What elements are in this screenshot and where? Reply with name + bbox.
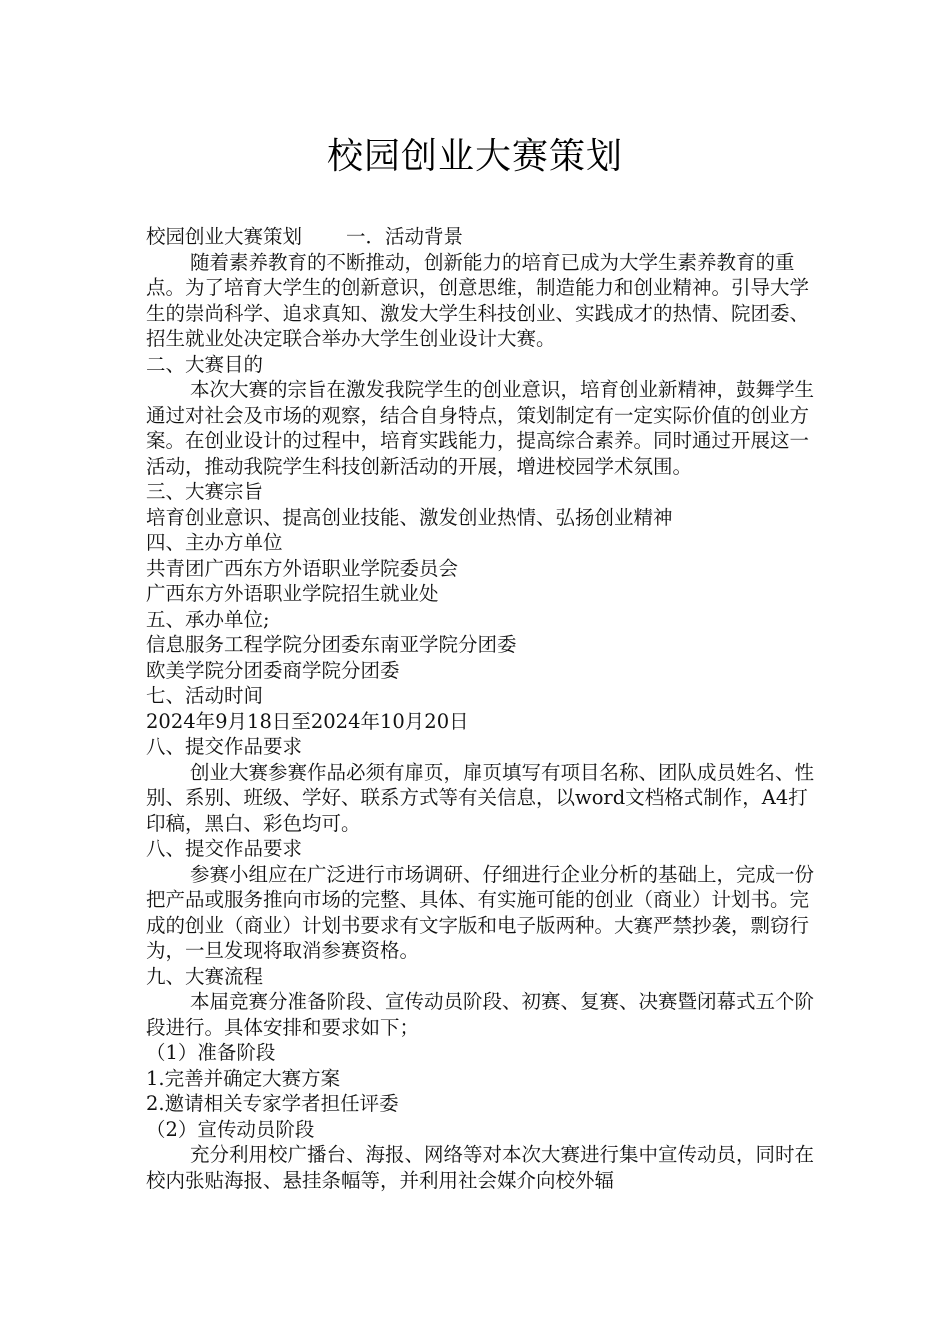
organizer-1: 共青团广西东方外语职业学院委员会 (146, 556, 459, 580)
stage-prep-heading: （1）准备阶段 (146, 1041, 276, 1064)
heading-submission-1: 八、提交作品要求 (146, 735, 303, 758)
intro-line (146, 224, 818, 250)
heading-purpose: 二、大赛目的 (146, 352, 264, 376)
heading-time: 七、活动时间 (146, 684, 264, 707)
stage-prep-item-1: 1.完善并确定大赛方案 (146, 1066, 341, 1090)
paragraph-submission-1: 创业大赛参赛作品必须有扉页，扉页填写有项目名称、团队成员姓名、性别、系别、班级、学好、联系方式等有关信息，以word文档格式制作，A4打印稿，黑白、彩色均可。 (146, 760, 815, 835)
heading-process: 九、大赛流程 (146, 964, 264, 988)
paragraph-background: 随着素养教育的不断推动，创新能力的培育已成为大学生素养教育的重点。为了培育大学生的创新意识，创意思维，制造能力和创业精神。引导大学生的崇尚科学、追求真知、激发大学生科技创业、实践成才的热情、院团委、招生就业处决定联合举办大学生创业设计大赛。 (146, 250, 810, 350)
document-title: 校园创业大赛策划 (326, 136, 623, 177)
organizer-2: 广西东方外语职业学院招生就业处 (146, 582, 439, 605)
heading-background: 一．活动背景 (346, 225, 464, 248)
heading-organizer: 四、主办方单位 (146, 531, 283, 554)
host-2: 欧美学院分团委商学院分团委 (146, 658, 400, 682)
heading-tenet: 三、大赛宗旨 (146, 480, 264, 503)
paragraph-process: 本届竞赛分准备阶段、宣传动员阶段、初赛、复赛、决赛暨闭幕式五个阶段进行。具体安排和要求如下； (146, 990, 815, 1039)
document-body (146, 224, 818, 1193)
paragraph-tenet: 培育创业意识、提高创业技能、激发创业热情、弘扬创业精神 (146, 505, 673, 529)
stage-promo-heading: （2）宣传动员阶段 (146, 1117, 315, 1141)
heading-submission-2: 八、提交作品要求 (146, 837, 303, 860)
heading-host: 五、承办单位; (146, 607, 270, 631)
paragraph-promo: 充分利用校广播台、海报、网络等对本次大赛进行集中宣传动员，同时在校内张贴海报、悬挂条幅等，并利用社会媒介向校外辐 (146, 1143, 815, 1192)
host-1: 信息服务工程学院分团委东南亚学院分团委 (146, 633, 517, 656)
stage-prep-item-2: 2.邀请相关专家学者担任评委 (146, 1092, 399, 1115)
intro-label: 校园创业大赛策划 (146, 225, 303, 248)
paragraph-purpose: 本次大赛的宗旨在激发我院学生的创业意识，培育创业新精神，鼓舞学生通过对社会及市场的观察，结合自身特点，策划制定有一定实际价值的创业方案。在创业设计的过程中，培育实践能力，提高综合素养。同时通过开展这一活动，推动我院学生科技创新活动的开展，增进校园学术氛围。 (146, 378, 815, 478)
paragraph-submission-2: 参赛小组应在广泛进行市场调研、仔细进行企业分析的基础上，完成一份把产品或服务推向市场的完整、具体、有实施可能的创业（商业）计划书。完成的创业（商业）计划书要求有文字版和电子版两种。大赛严禁抄袭，剽窃行为，一旦发现将取消参赛资格。 (146, 862, 815, 962)
paragraph-time: 2024年9月18日至2024年10月20日 (146, 709, 469, 733)
